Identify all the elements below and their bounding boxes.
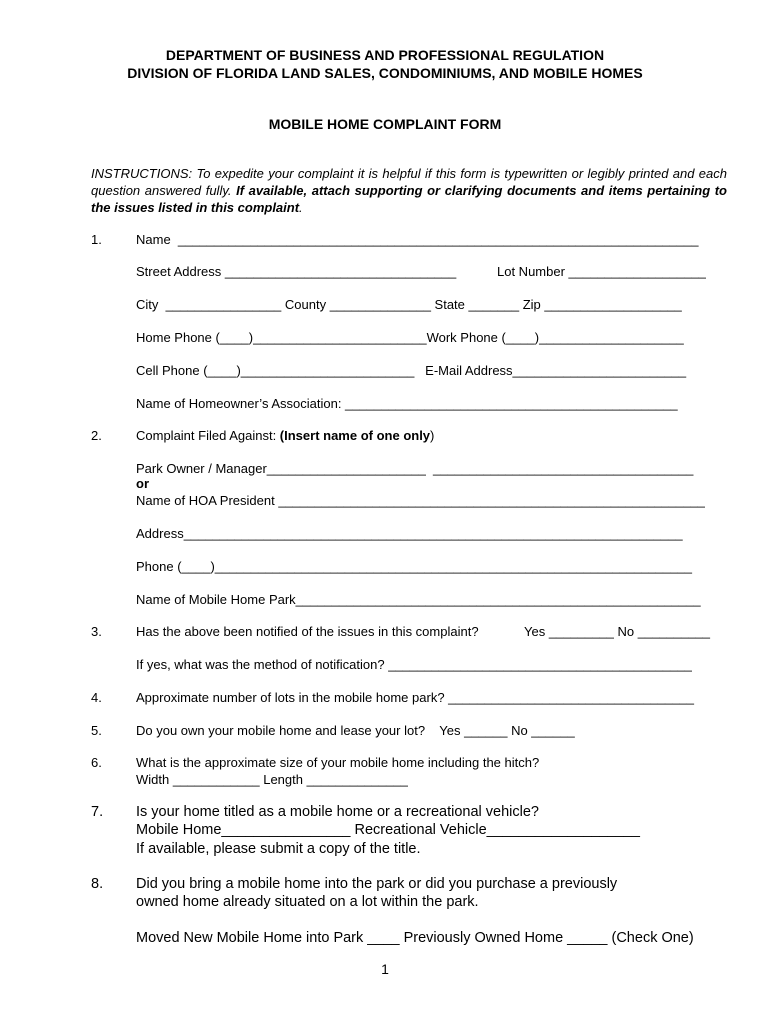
complaint-filed-against-label bbox=[136, 428, 434, 443]
question-number: 5. bbox=[91, 723, 102, 738]
question-number: 2. bbox=[91, 428, 102, 443]
home-origin-check-field[interactable]: Moved New Mobile Home into Park ____ Previously Owned Home _____ (Check One) bbox=[136, 930, 694, 946]
title-copy-note: If available, please submit a copy of the title. bbox=[136, 841, 421, 857]
notified-question: Has the above been notified of the issues in this complaint? bbox=[136, 624, 479, 639]
width-length-field[interactable]: Width ____________ Length ______________ bbox=[136, 772, 408, 787]
question-number: 1. bbox=[91, 232, 102, 247]
home-origin-question-line2: owned home already situated on a lot within the park. bbox=[136, 894, 479, 910]
homeowners-association-field[interactable]: Name of Homeowner’s Association: ______________________________________________ bbox=[136, 396, 678, 411]
cell-phone-email-field[interactable]: Cell Phone (____)________________________ E-Mail Address________________________ bbox=[136, 363, 687, 378]
lot-number-field[interactable]: Lot Number ___________________ bbox=[497, 264, 706, 279]
department-heading: DEPARTMENT OF BUSINESS AND PROFESSIONAL REGULATION bbox=[165, 47, 605, 63]
instructions-emphasis: If available, attach supporting or clarifying documents and items pertaining to the issues listed in this complaint bbox=[91, 183, 727, 215]
question-number: 6. bbox=[91, 755, 102, 770]
home-work-phone-field[interactable]: Home Phone (____)________________________Work Phone (____)____________________ bbox=[136, 330, 684, 345]
question-number: 3. bbox=[91, 624, 102, 639]
street-address-field[interactable]: Street Address ________________________________ bbox=[136, 264, 457, 279]
or-label: or bbox=[136, 476, 149, 491]
number-of-lots-field[interactable]: Approximate number of lots in the mobile home park? __________________________________ bbox=[136, 690, 694, 705]
home-size-question: What is the approximate size of your mobile home including the hitch? bbox=[136, 755, 540, 770]
notification-method-field[interactable]: If yes, what was the method of notification? __________________________________________ bbox=[136, 657, 692, 672]
title-type-field[interactable]: Mobile Home________________ Recreational Vehicle___________________ bbox=[136, 822, 640, 838]
own-home-lease-lot-field[interactable]: Do you own your mobile home and lease your lot? Yes ______ No ______ bbox=[136, 723, 575, 738]
phone-field[interactable]: Phone (____)__________________________________________________________________ bbox=[136, 559, 692, 574]
instructions-text: INSTRUCTIONS: To expedite your complaint it is helpful if this form is typewritten or legibly printed and each question answered fully. bbox=[91, 166, 727, 198]
mobile-home-park-field[interactable]: Name of Mobile Home Park________________________________________________________ bbox=[136, 592, 701, 607]
name-field[interactable]: Name ________________________________________________________________________ bbox=[136, 232, 699, 247]
instructions-period: . bbox=[299, 200, 303, 215]
hoa-president-field[interactable]: Name of HOA President ___________________________________________________________ bbox=[136, 493, 705, 508]
park-owner-field[interactable]: Park Owner / Manager______________________ ____________________________________ bbox=[136, 461, 694, 476]
complaint-label-bold: (Insert name of one only bbox=[279, 428, 431, 443]
notified-yes-no-field[interactable]: Yes _________ No __________ bbox=[524, 624, 711, 639]
question-number: 7. bbox=[91, 804, 104, 820]
city-county-state-zip-field[interactable]: City ________________ County ______________ State _______ Zip ___________________ bbox=[136, 297, 682, 312]
instructions bbox=[91, 165, 727, 216]
page-number: 1 bbox=[381, 961, 389, 977]
question-number: 4. bbox=[91, 690, 102, 705]
address-field[interactable]: Address_____________________________________________________________________ bbox=[136, 526, 683, 541]
form-title: MOBILE HOME COMPLAINT FORM bbox=[268, 116, 502, 132]
complaint-label-close: ) bbox=[430, 428, 435, 443]
question-number: 8. bbox=[91, 876, 104, 892]
complaint-label-text: Complaint Filed Against: bbox=[136, 428, 280, 443]
title-type-question: Is your home titled as a mobile home or a recreational vehicle? bbox=[136, 804, 539, 820]
home-origin-question-line1: Did you bring a mobile home into the park or did you purchase a previously bbox=[136, 876, 618, 892]
division-heading: DIVISION OF FLORIDA LAND SALES, CONDOMINIUMS, AND MOBILE HOMES bbox=[127, 65, 643, 81]
